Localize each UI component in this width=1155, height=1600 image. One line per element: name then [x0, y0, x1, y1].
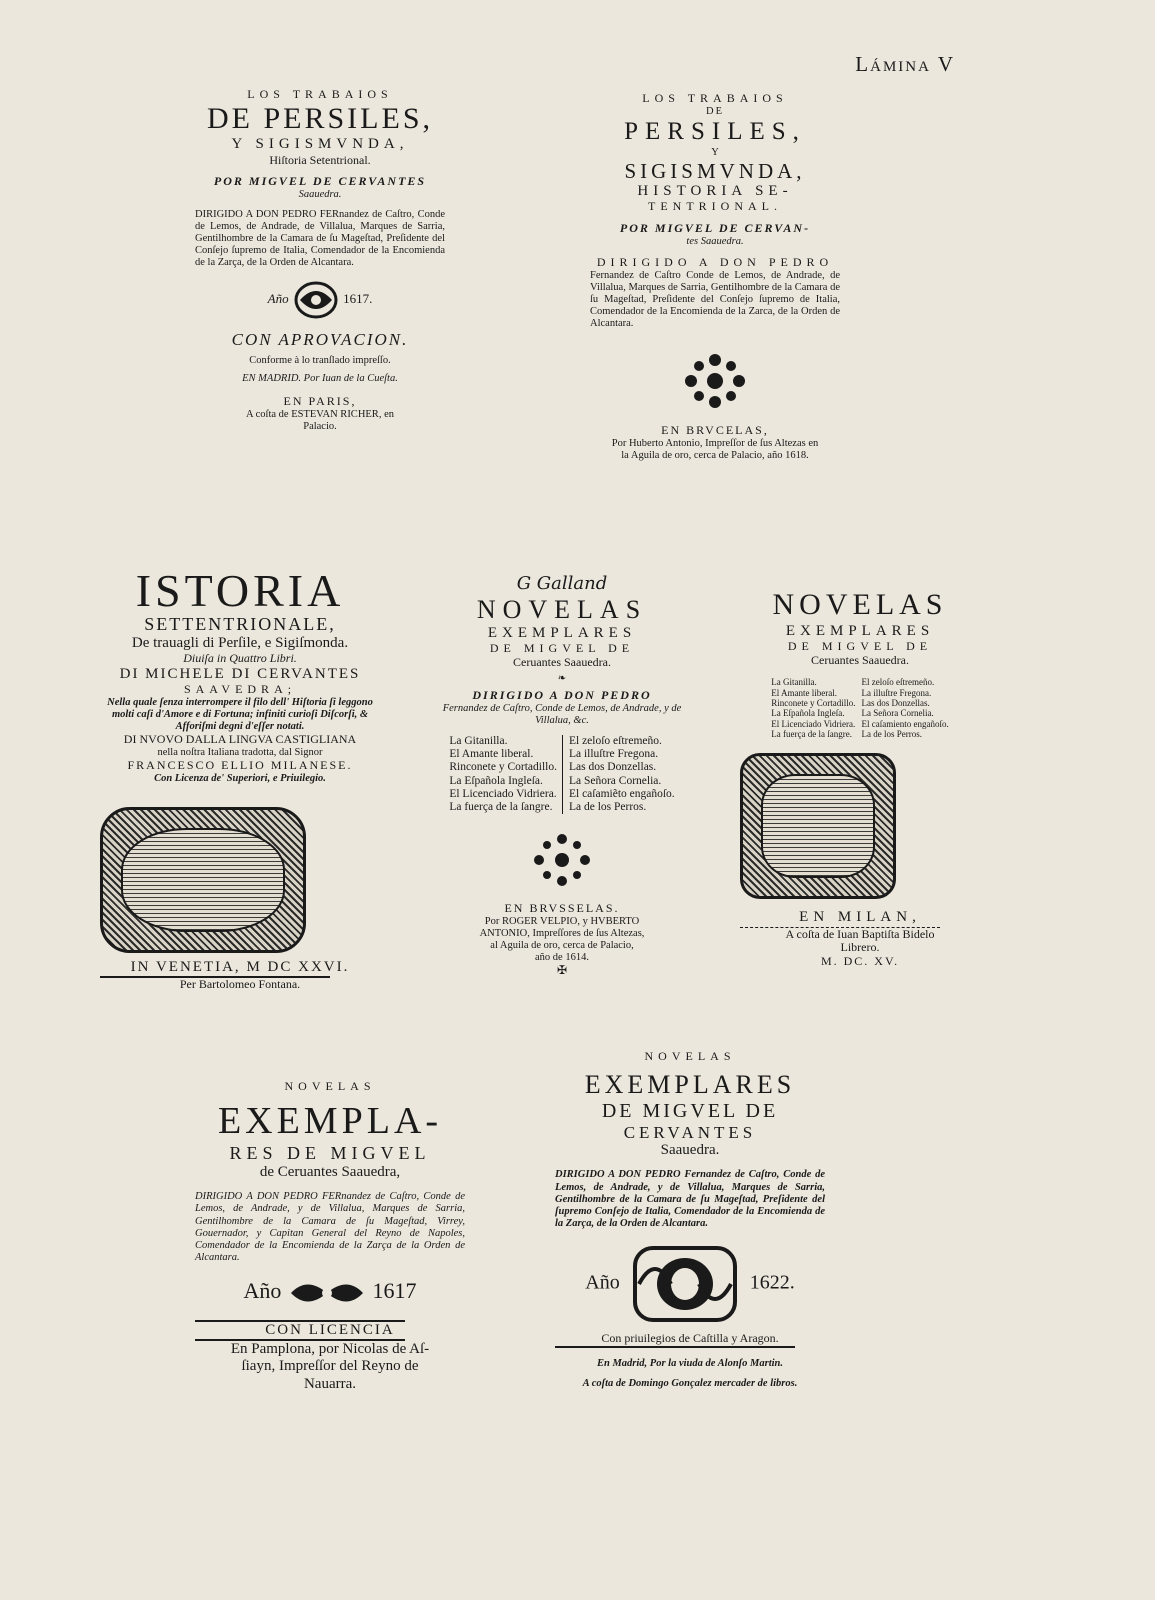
line: tes Saauedra. — [686, 235, 744, 247]
list-item: Rinconete y Cortadillo. — [449, 761, 557, 774]
line: NOVELAS — [644, 1049, 736, 1063]
list-item: La Señora Cornelia. — [568, 774, 662, 787]
line: Saauedra. — [660, 1142, 720, 1159]
line: Con Licenza de' Superiori, e Priuilegio. — [154, 772, 326, 784]
line: FRANCESCO ELLIO MILANESE. — [127, 757, 353, 772]
line: de Ceruantes Saauedra, — [259, 1164, 401, 1181]
line: DIRIGIDO A DON PEDRO — [472, 687, 652, 702]
line: A coſta de ESTEVAN RICHER, en — [246, 408, 394, 420]
contents-table — [740, 677, 980, 739]
line: Ceruantes Saauedra. — [513, 654, 611, 669]
line: De trauagli di Perſile, e Sigiſmonda. — [131, 634, 349, 651]
line: Por Huberto Antonio, Impreſſor de ſus Altezas en — [611, 437, 819, 449]
fleuron-icon — [292, 280, 340, 320]
signature: G Galland — [516, 573, 608, 594]
fleuron-icon — [287, 1276, 367, 1310]
line: año de 1614. — [535, 952, 589, 964]
line: EXEMPLA- — [217, 1099, 443, 1142]
list-item: El zeloſo eſtremeño. — [568, 734, 662, 747]
line: DE — [706, 105, 724, 117]
line: NOVELAS — [476, 594, 648, 624]
title-page-novelas-pamplona — [195, 1080, 465, 1393]
contents-table — [432, 735, 692, 814]
line: Nauarra. — [303, 1375, 357, 1392]
line: NOVELAS — [772, 588, 948, 621]
year: M DC XXVI. — [246, 958, 350, 975]
line: PERSILES, — [624, 117, 806, 145]
list-item: Rinconete y Cortadillo. — [771, 698, 856, 709]
line: SETTENTRIONALE, — [144, 614, 336, 634]
dedication: DIRIGIDO A DON PEDRO FERnandez de Caſtro, Conde de Lemos, de Andrade, de Villalua, Marques de Sarria, Gentilhombre de la Camara de ſu Mageſtad, Preſidente del Conſejo ſupremo de Italia, Comendador de la Encomienda de la Zarça, de la Orden de Alcantara. — [195, 209, 445, 269]
line: Conforme à lo tranſlado impreſſo. — [249, 355, 391, 367]
list-item: La de los Perros. — [861, 729, 922, 740]
line: EXEMPLARES — [584, 1069, 796, 1099]
line: Diuiſa in Quattro Libri. — [183, 650, 297, 665]
line: CON APROVACION. — [231, 329, 409, 349]
line: POR MIGVEL DE CERVANTES — [213, 174, 427, 189]
title-page-novelas-madrid-1622 — [555, 1050, 825, 1390]
line: TENTRIONAL. — [648, 199, 782, 214]
contents-left — [449, 735, 563, 814]
line: Con priuilegios de Caſtilla y Aragon. — [601, 1330, 779, 1345]
line: ANTONIO, Impreſſores de ſus Altezas, — [479, 928, 645, 940]
year-label: Año — [585, 1271, 620, 1294]
list-item: La Eſpañola Ingleſa. — [449, 774, 543, 787]
line: EN PARIS, — [283, 394, 357, 409]
line: Per Bartolomeo Fontana. — [179, 976, 301, 991]
list-item: Las dos Donzellas. — [861, 698, 930, 709]
line: ſiayn, Impreſſor del Reyno de — [241, 1358, 419, 1375]
list-item: La Gitanilla. — [771, 677, 817, 688]
line: Fernandez de Caſtro, Conde de Lemos, de Andrade, y de Villalua, &c. — [442, 702, 682, 726]
year-line — [195, 280, 445, 320]
line: En Pamplona, por Nicolas de Aſ- — [230, 1341, 430, 1358]
line: EN MADRID. Por Iuan de la Cueſta. — [242, 373, 398, 385]
printer-device-woodcut — [100, 807, 306, 953]
line: Por ROGER VELPIO, y HVBERTO — [484, 915, 640, 927]
contents-left — [771, 677, 855, 739]
list-item: El Amante liberal. — [771, 687, 837, 698]
crest-woodcut-icon — [625, 1244, 745, 1324]
line: nella noſtra Italiana tradotta, dal Signor — [157, 746, 323, 758]
list-item: La Gitanilla. — [449, 734, 508, 747]
line: ISTORIA — [135, 565, 345, 616]
contents-right — [862, 677, 949, 739]
printer-device-woodcut — [740, 753, 896, 899]
line: DE PERSILES, — [206, 101, 434, 135]
line: Ceruantes Saauedra. — [811, 652, 909, 667]
divider — [555, 1346, 795, 1348]
title-page-persiles-madrid — [195, 88, 445, 433]
line: EN BRVSSELAS. — [504, 901, 620, 916]
line: HISTORIA SE- — [637, 182, 793, 199]
line: Palacio. — [303, 421, 337, 433]
title-page-persiles-brussels — [590, 92, 840, 462]
line: LOS TRABAIOS — [642, 91, 788, 105]
list-item: El caſamiento engañoſo. — [861, 718, 949, 729]
year-line — [195, 1276, 465, 1310]
fleuron-icon — [683, 352, 747, 410]
line: POR MIGVEL DE CERVAN- — [619, 220, 811, 235]
list-item: El Amante liberal. — [449, 748, 534, 761]
line: Hiſtoria Setentrional. — [269, 152, 371, 167]
line: DIRIGIDO A DON PEDRO — [596, 254, 834, 269]
line: CERVANTES — [623, 1122, 757, 1142]
line: DE MIGVEL DE — [601, 1099, 779, 1122]
line: la Aguila de oro, cerca de Palacio, año 1618. — [621, 449, 809, 461]
fleuron-icon — [532, 832, 592, 888]
list-item: La Señora Cornelia. — [861, 708, 934, 719]
list-item: Las dos Donzellas. — [568, 761, 657, 774]
fleuron-icon: ❧ — [557, 673, 567, 685]
list-item: La fuerça de la ſangre. — [449, 800, 553, 813]
line: EXEMPLARES — [785, 622, 935, 639]
line: SIGISMVNDA, — [624, 158, 806, 183]
list-item: El zeloſo eſtremeño. — [861, 677, 935, 688]
line: NOVELAS — [284, 1079, 376, 1093]
list-item: El Licenciado Vidriera. — [449, 787, 557, 800]
title-page-novelas-brussels — [432, 574, 692, 978]
list-item: La fuerça de la ſangre. — [771, 729, 852, 740]
line: Y SIGISMVNDA, — [231, 136, 409, 153]
line: Nella quale ſenza interrompere il filo dell' Hiſtoria ſi leggono molti caſi d'Amore e di Fortuna; infiniti curioſi Diſcorſi, & Afforiſmi degni d'eſſer notati. — [107, 696, 373, 732]
year-label: Año — [243, 1277, 282, 1303]
list-item: La de los Perros. — [568, 800, 647, 813]
year-label: Año — [267, 290, 289, 306]
list-item: La illuſtre Fregona. — [861, 687, 932, 698]
line: SAAVEDRA; — [183, 681, 297, 696]
title-page-novelas-milan — [740, 588, 980, 969]
line: RES DE MIGVEL — [229, 1143, 431, 1164]
line: DI NVOVO DALLA LINGVA CASTIGLIANA — [123, 731, 357, 746]
line: DE MIGVEL DE — [489, 640, 635, 655]
line: LOS TRABAIOS — [247, 87, 393, 101]
line: A coſta de Iuan Baptiſta Bidelo — [785, 926, 935, 941]
dedication: DIRIGIDO A DON PEDRO FERnandez de Caſtro, Conde de Lemos, de Andrade, y de Villalua, Marques de Sarria, Gentilhombre de la Camara de ſu Mageſtad, Virrey, Gouernador, y Capitan General del Reyno de Napoles, Comendador de la Encomienda de la Zarça de la Orden de Alcantara. — [195, 1191, 465, 1263]
line: DE MIGVEL DE — [787, 638, 933, 653]
line: M. DC. XV. — [820, 954, 900, 969]
dedication: DIRIGIDO A DON PEDRO Fernandez de Caſtro, Conde de Lemos, de Andrade, y de Villalua, Marques de Sarria, Gentilhombre de la Camara de ſu Mageſtad, Preſidente del ſupremo Conſejo de Italia, Comendador de la Encomienda de la Zarça, de la Orden de Alcantara. — [555, 1169, 825, 1229]
year-value: 1617 — [372, 1277, 417, 1303]
fleuron-icon: ✠ — [556, 963, 568, 978]
line: CON LICENCIA — [265, 1321, 395, 1338]
year-value: 1622. — [749, 1271, 795, 1294]
contents-right — [569, 735, 675, 814]
line: DI MICHELE DI CERVANTES — [119, 665, 361, 682]
list-item: La Eſpañola Ingleſa. — [771, 708, 845, 719]
line: EN MILAN, — [799, 909, 921, 926]
dedication: Fernandez de Caſtro Conde de Lemos, de Andrade, de Villalua, Marques de Sarria, Gentilhombre de la Camara de ſu Mageſtad, Preſidente del Conſejo ſupremo de Italia, Comendador de la Encomienda de la Zarca, de la Orden de Alcantara. — [590, 269, 840, 329]
city: IN VENETIA, — [130, 958, 241, 975]
list-item: El Licenciado Vidriera. — [771, 718, 856, 729]
line: EN BRVCELAS, — [661, 422, 769, 437]
title-page-istoria-venetia — [100, 565, 380, 992]
list-item: El caſamiẽto engañoſo. — [568, 787, 675, 800]
year-line — [555, 1244, 825, 1324]
plate-label: Lámina V — [855, 52, 955, 76]
year-value: 1617. — [343, 290, 373, 306]
line: Y — [711, 146, 719, 158]
line: En Madrid, Por la viuda de Alonſo Martin. — [596, 1357, 784, 1369]
line: Librero. — [840, 940, 880, 955]
line: EXEMPLARES — [487, 624, 637, 641]
line: Saauedra. — [298, 189, 342, 201]
line: A coſta de Domingo Gonçalez mercader de libros. — [582, 1377, 798, 1389]
line: al Aguila de oro, cerca de Palacio, — [490, 940, 634, 952]
imprint-line — [100, 959, 380, 976]
list-item: La illuſtre Fregona. — [568, 748, 659, 761]
